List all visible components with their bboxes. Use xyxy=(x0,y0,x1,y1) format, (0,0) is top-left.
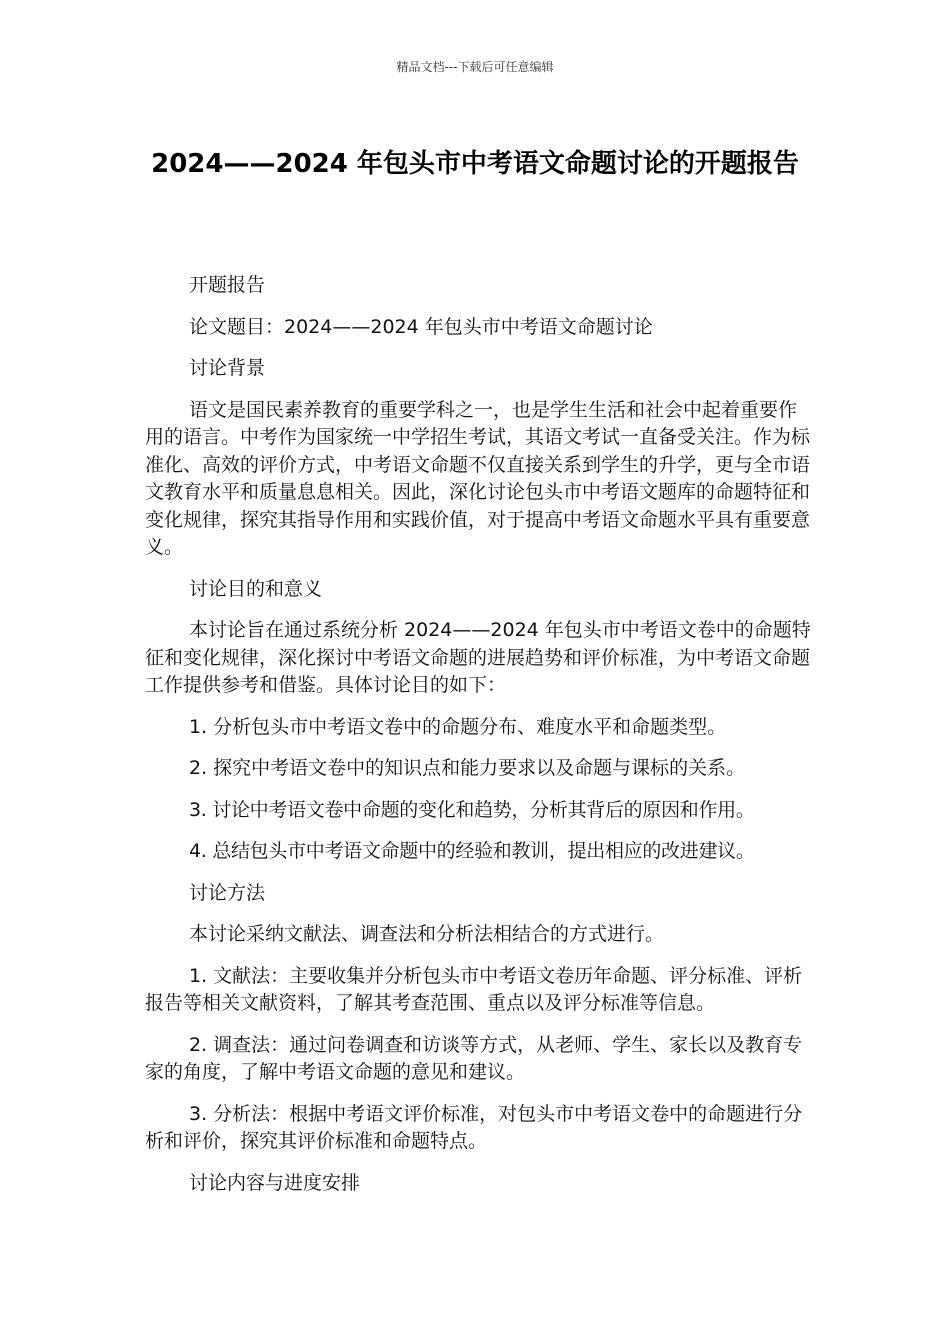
section-heading-schedule: 讨论内容与进度安排 xyxy=(189,1171,361,1194)
method-item: 1. 文献法：主要收集并分析包头市中考语文卷历年命题、评分标准、评析报告等相关文献资料，了解其考查范围、重点以及评分标准等信息。 xyxy=(145,964,803,1014)
header-note: 精品文档---下载后可任意编辑 xyxy=(396,60,554,74)
document-body xyxy=(145,272,813,1211)
method-intro: 本讨论采纳文献法、调查法和分析法相结合的方式进行。 xyxy=(189,923,665,945)
background-paragraph: 语文是国民素养教育的重要学科之一，也是学生生活和社会中起着重要作用的语言。中考作为国家统一中学招生考试，其语文考试一直备受关注。作为标准化、高效的评价方式，中考语文命题不仅直接关系到学生的升学，更与全市语文教育水平和质量息息相关。因此，深化讨论包头市中考语文题库的命题特征和变化规律，探究其指导作用和实践价值，对于提高中考语文命题水平具有重要意义。 xyxy=(145,398,811,558)
purpose-item: 3. 讨论中考语文卷中命题的变化和趋势，分析其背后的原因和作用。 xyxy=(189,798,755,821)
document-title: 2024——2024 年包头市中考语文命题讨论的开题报告 xyxy=(151,149,799,179)
section-heading-background: 讨论背景 xyxy=(189,357,266,379)
purpose-item: 1. 分析包头市中考语文卷中的命题分布、难度水平和命题类型。 xyxy=(189,715,727,738)
thesis-title: 论文题目：2024——2024 年包头市中考语文命题讨论 xyxy=(189,315,653,338)
method-item: 2. 调查法：通过问卷调查和访谈等方式，从老师、学生、家长以及教育专家的角度，了解中考语文命题的意见和建议。 xyxy=(145,1033,803,1083)
purpose-item: 2. 探究中考语文卷中的知识点和能力要求以及命题与课标的关系。 xyxy=(189,757,746,779)
purpose-item: 4. 总结包头市中考语文命题中的经验和教训，提出相应的改进建议。 xyxy=(189,840,755,862)
method-item: 3. 分析法：根据中考语文评价标准，对包头市中考语文卷中的命题进行分析和评价，探究其评价标准和命题特点。 xyxy=(145,1102,803,1152)
purpose-paragraph: 本讨论旨在通过系统分析 2024——2024 年包头市中考语文卷中的命题特征和变化规律，深化探讨中考语文命题的进展趋势和评价标准，为中考语文命题工作提供参考和借鉴。具体讨论目的如下： xyxy=(145,619,811,696)
report-label: 开题报告 xyxy=(189,274,266,296)
section-heading-method: 讨论方法 xyxy=(189,881,266,904)
section-heading-purpose: 讨论目的和意义 xyxy=(189,577,323,600)
